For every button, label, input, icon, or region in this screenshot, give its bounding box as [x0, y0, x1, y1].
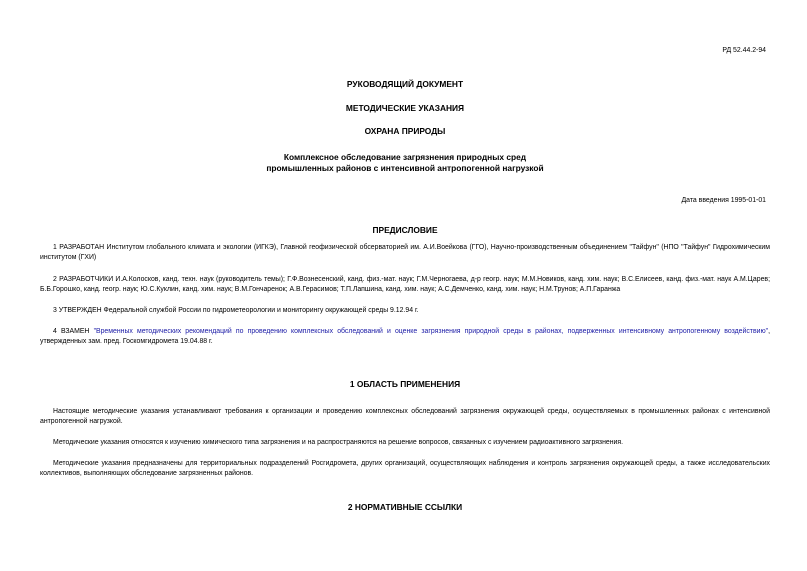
foreword-title: ПРЕДИСЛОВИЕ [372, 225, 438, 235]
section-1-paragraph-1: Настоящие методические указания устанавливают требования к организации и проведению комплексных обследований загрязнения окружающей среды, осуществляемых в промышленных районах с интенсивной антропогенной нагрузкой. [40, 408, 770, 425]
document-subtitle [40, 152, 770, 175]
document-header [40, 78, 770, 149]
replaced-document-link[interactable]: "Временных методических рекомендаций по проведению комплексных обследований и оценке загрязнения природной среды в районах, подверженных интенсивному антропогенному воздействию" [93, 328, 769, 335]
replaces-prefix: 4 ВЗАМЕН [53, 328, 94, 335]
introduction-date: Дата введения 1995-01-01 [681, 197, 766, 204]
section-1-paragraph-2: Методические указания относятся к изучению химического типа загрязнения и на распространяются на решение вопросов, связанных с изучением радиоактивного загрязнения. [53, 439, 624, 446]
foreword-paragraph-1: 1 РАЗРАБОТАН Институтом глобального климата и экологии (ИГКЭ), Главной геофизической обсерваторией им. А.И.Воейкова (ГГО), Научно-производственным объединением "Тайфун" (НПО "Тайфун" Гидрохимическим институтом (ГХИ) [40, 244, 770, 261]
section-1-title: 1 ОБЛАСТЬ ПРИМЕНЕНИЯ [349, 379, 461, 389]
foreword-paragraph-3: 3 УТВЕРЖДЕН Федеральной службой России по гидрометеорологии и мониторингу окружающей среды 9.12.94 г. [53, 307, 419, 314]
subtitle-line-2: промышленных районов с интенсивной антропогенной нагрузкой [266, 163, 544, 174]
foreword-paragraph-4 [40, 327, 770, 347]
header-line-nature-protection: ОХРАНА ПРИРОДЫ [364, 126, 446, 136]
foreword-paragraph-2: 2 РАЗРАБОТЧИКИ И.А.Колосков, канд. техн. наук (руководитель темы); Г.Ф.Вознесенский, канд. физ.-мат. наук; Г.М.Черногаева, д-р геогр. наук; М.М.Новиков, канд. хим. наук; В.С.Елисеев, канд. физ.-мат. наук А.М.Царев; Б.Б.Горошко, канд. геогр. наук; Ю.С.Куклин, канд. хим. наук; В.М.Гончаренок; А.В.Герасимов; Т.П.Лапшина, канд. хим. наук; А.С.Демченко, канд. хим. наук; Н.М.Трунов; А.П.Гаранжа [40, 276, 770, 293]
document-number: РД 52.44.2-94 [722, 47, 766, 54]
header-line-methodical-instructions: МЕТОДИЧЕСКИЕ УКАЗАНИЯ [345, 102, 465, 113]
section-2-title: 2 НОРМАТИВНЫЕ ССЫЛКИ [347, 502, 463, 512]
section-1-paragraph-3: Методические указания предназначены для территориальных подразделений Росгидромета, других организаций, осуществляющих наблюдения и контроль загрязнения окружающей среды, а также исследовательских коллективов, выполняющих обследование загрязненных районов. [40, 460, 770, 477]
subtitle-line-1: Комплексное обследование загрязнения природных сред [283, 152, 527, 162]
header-line-guidance-document: РУКОВОДЯЩИЙ ДОКУМЕНТ [346, 79, 464, 89]
replaces-suffix: , утвержденных зам. пред. Госкомгидромета 19.04.88 г. [40, 328, 770, 345]
